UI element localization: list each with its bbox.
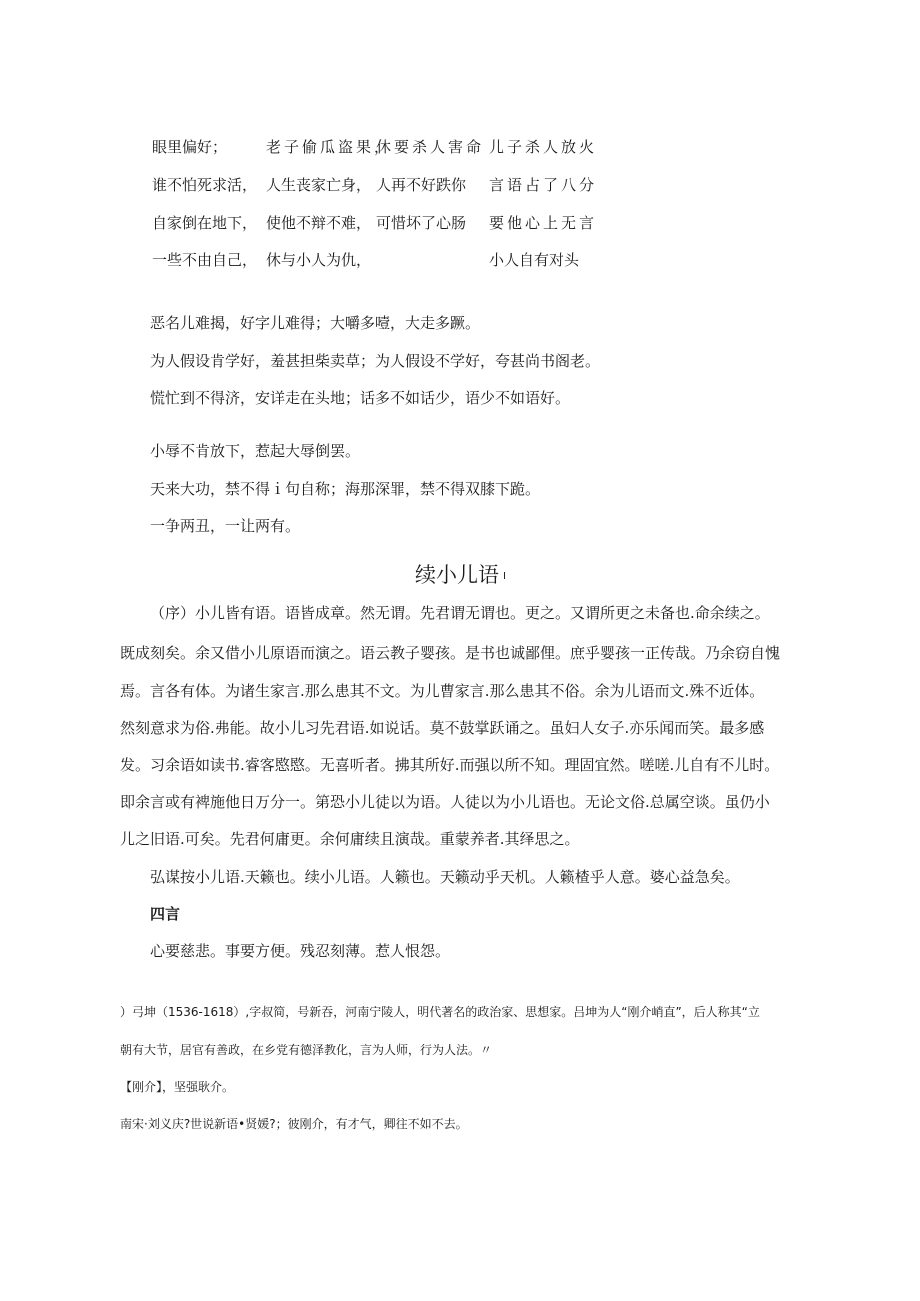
preface-line: 然刻意求为俗.弗能。故小儿习先君语.如说话。莫不鼓掌跃诵之。虽妇人女子.亦乐闻而笑。最多感 — [120, 719, 765, 737]
section-title-text: 续小儿语 — [415, 563, 499, 587]
proverb-line: 天来大功，禁不得ｉ句自称；海那深罪，禁不得双膝下跪。 — [150, 480, 541, 498]
verse-cell: 老子偷瓜盗果， — [266, 138, 393, 156]
verse-cell: 可惜坏了心肠 — [376, 214, 467, 232]
verse-cell: 儿子杀人放火 — [489, 138, 598, 156]
verse-cell: 使他不辩不难， — [266, 214, 372, 232]
verse-cell: 人再不好跌你 — [376, 176, 467, 194]
four-character-line: 心要慈悲。事要方便。残忍刻薄。惹人恨怨。 — [150, 942, 451, 960]
verse-cell: 休与小人为仇， — [266, 251, 372, 269]
preface-line: 既成刻矣。余又借小儿原语而演之。语云教子婴孩。是书也诚鄙俚。庶乎婴孩一正传哉。乃余窃自愧 — [120, 644, 781, 662]
proverb-line: 为人假设肯学好，羞甚担柴卖草；为人假设不学好，夸甚尚书阁老。 — [150, 352, 601, 370]
preface-line: 即余言或有裨施他日万分一。第恐小儿徒以为语。人徒以为小儿语也。无论文俗.总属空谈。虽仍小 — [120, 793, 770, 811]
verse-cell: 自家倒在地下， — [152, 214, 258, 232]
subheading: 四言 — [150, 905, 181, 923]
verse-cell: 小人自有对头 — [489, 251, 580, 269]
proverb-line: 慌忙到不得济，安详走在头地；话多不如话少，语少不如语好。 — [150, 389, 571, 407]
verse-cell: 一些不由自己， — [152, 251, 258, 269]
section-title — [415, 559, 506, 589]
proverb-line: 一争两丑，一让两有。 — [150, 517, 301, 535]
footnote-marker: I — [503, 570, 506, 582]
preface-line: 发。习余语如读书.睿客愍愍。无喜听者。拂其所好.而强以所不知。理固宜然。嗟嗟.儿自有不儿时。 — [120, 756, 780, 774]
preface-line: （序）小儿皆有语。语皆成章。然无谓。先君谓无谓也。更之。又谓所更之未备也.命余续之。 — [150, 604, 770, 622]
verse-cell: 休要杀人害命 — [376, 138, 485, 156]
footnote-line: 【刚介】，坚强耿介。 — [120, 1080, 235, 1094]
footnote-line: 南宋·刘义庆?世说新语•贤媛?；彼刚介，有才气，卿往不如不去。 — [120, 1117, 468, 1131]
proverb-line: 恶名儿难揭，好字儿难得；大嚼多噎，大走多蹶。 — [150, 314, 481, 332]
verse-cell: 谁不怕死求活， — [152, 176, 258, 194]
footnote-line: 朝有大节，居官有善政，在乡党有德泽教化，言为人师，行为人法。〃 — [120, 1043, 493, 1057]
footnote-line: ）弓坤（1536-1618）,字叔简，号新吞，河南宁陵人，明代著名的政治家、思想家。吕坤为人“刚介峭直”，后人称其“立 — [120, 1005, 760, 1019]
proverb-line: 小辱不肯放下，惹起大辱倒罢。 — [150, 442, 361, 460]
verse-cell: 眼里偏好； — [152, 138, 228, 156]
verse-cell: 人生丧家亡身， — [266, 176, 372, 194]
preface-line: 焉。言各有体。为诸生家言.那么患其不文。为儿曹家言.那么患其不俗。余为儿语而文.殊不近体。 — [120, 682, 765, 700]
commentary-paragraph: 弘谋按小儿语.天籁也。续小儿语。人籁也。天籁动乎天机。人籁楂乎人意。婆心益急矣。 — [150, 868, 740, 886]
preface-line: 儿之旧语.可矣。先君何庸更。余何庸续且演哉。重蒙养者.其绎思之。 — [120, 830, 580, 848]
verse-cell: 言语占了八分 — [489, 176, 598, 194]
verse-cell: 要他心上无言 — [489, 214, 598, 232]
